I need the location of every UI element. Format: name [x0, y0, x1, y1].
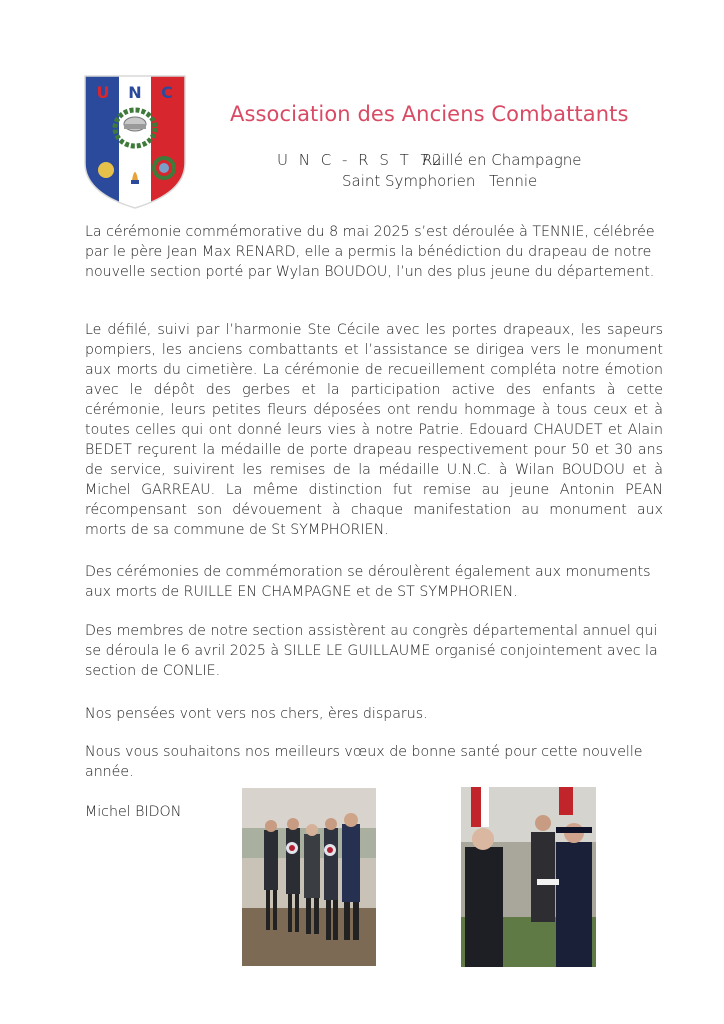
paragraph-pensees: Nos pensées vont vers nos chers, ères disparus. [85, 706, 428, 722]
commune-saint-symphorien: Saint Symphorien [342, 172, 476, 190]
unc-logo [75, 68, 195, 213]
paragraph-other-ceremonies: Des cérémonies de commémoration se déroulèrent également aux monuments aux morts de RUILLE EN CHAMPAGNE et de ST SYMPHORIEN. [85, 564, 651, 600]
association-title: Association des Anciens Combattants [230, 102, 629, 126]
photo-ceremony-group [242, 788, 376, 966]
section-code: U N C - R S T 72 [277, 151, 445, 169]
signature: Michel BIDON [85, 804, 182, 820]
svg-text:N: N [128, 83, 142, 102]
paragraph-voeux: Nous vous souhaitons nos meilleurs vœux de bonne santé pour cette nouvelle année. [85, 744, 643, 780]
commune-ruille: Ruillé en Champagne [422, 151, 582, 169]
svg-text:U: U [96, 83, 110, 102]
unc-shield-emblem [75, 68, 195, 213]
photo-medal-ceremony [461, 787, 596, 967]
paragraph-ceremony-8-mai: La cérémonie commémorative du 8 mai 2025 s’est déroulée à TENNIE, célébrée par le père Jean Max RENARD, elle a permis la bénédiction du drapeau de notre nouvelle section porté par Wylan BOUDOU, l’un des plus jeune du département. [85, 224, 655, 280]
svg-text:C: C [161, 83, 173, 102]
paragraph-defile: Le défilé, suivi par l’harmonie Ste Cécile avec les portes drapeaux, les sapeurs pompiers, les anciens combattants et l’assistance se dirigea vers le monument aux morts du cimetière. La cérémonie de recueillement compléta notre émotion avec le dépôt des gerbes et la participation active des enfants à cette cérémonie, leurs petites fleurs déposées ont rendu hommage à tous ceux et à toutes celles qui ont donné leurs vies à notre Patrie. Edouard CHAUDET et Alain BEDET reçurent la médaille de porte drapeau respectivement pour 50 et 30 ans de service, suivirent les remises de la médaille U.N.C. à Wilan BOUDOU et à Michel GARREAU. La même distinction fut remise au jeune Antonin PEAN récompensant son dévouement à chaque manifestation au monument aux morts de sa commune de St SYMPHORIEN. [85, 322, 663, 538]
commune-tennie: Tennie [489, 172, 538, 190]
paragraph-congres: Des membres de notre section assistèrent au congrès départemental annuel qui se déroula le 6 avril 2025 à SILLE LE GUILLAUME organisé conjointement avec la section de CONLIE. [85, 623, 658, 679]
